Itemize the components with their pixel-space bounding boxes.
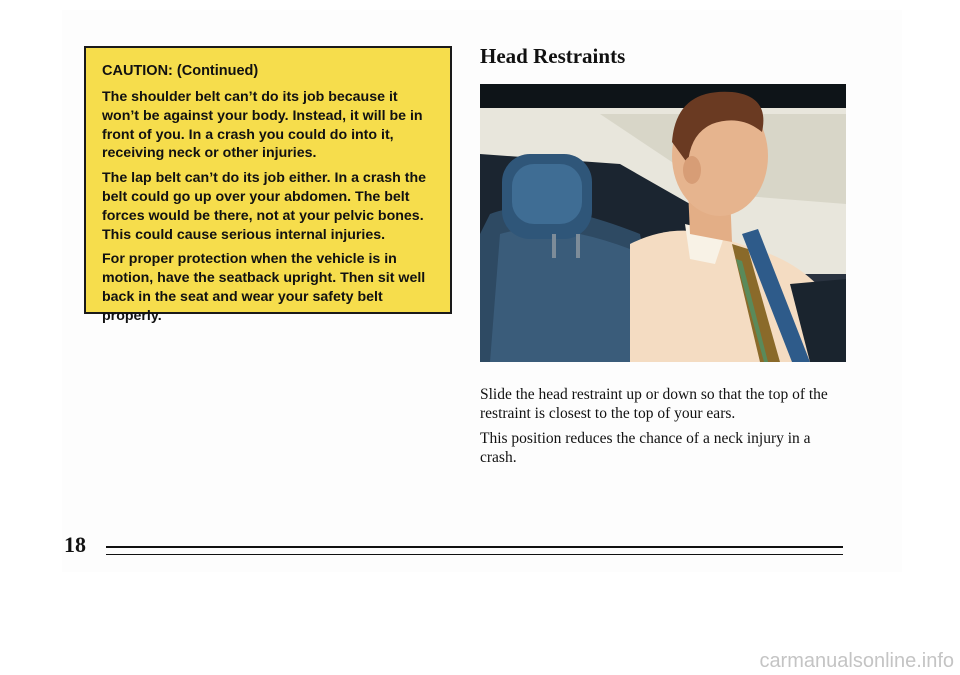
caution-paragraph-lap-belt: The lap belt can’t do its job either. In a crash the belt could go up over your abdomen. The belt forces would be there, not at your pelvic bones. This could cause serious internal injuries. <box>102 170 427 243</box>
caution-box <box>84 46 452 324</box>
caution-paragraph-proper-protection: For proper protection when the vehicle is in motion, have the seatback upright. Then sit well back in the seat and wear your safety belt properly. <box>102 251 426 324</box>
footer-rule <box>106 546 843 555</box>
caution-paragraph-shoulder-belt: The shoulder belt can’t do its job because it won’t be against your body. Instead, it will be in front of you. In a crash you could do into it, receiving neck or other injuries. <box>102 89 423 162</box>
body-paragraph-position: This position reduces the chance of a neck injury in a crash. <box>480 430 811 466</box>
page-number: 18 <box>64 532 86 557</box>
body-paragraph-adjust: Slide the head restraint up or down so that the top of the restraint is closest to the top of your ears. <box>480 386 828 422</box>
section-heading: Head Restraints <box>480 44 626 68</box>
head-restraint-illustration <box>480 84 846 362</box>
watermark: carmanualsonline.info <box>759 650 954 672</box>
caution-title: CAUTION: (Continued) <box>102 63 259 79</box>
